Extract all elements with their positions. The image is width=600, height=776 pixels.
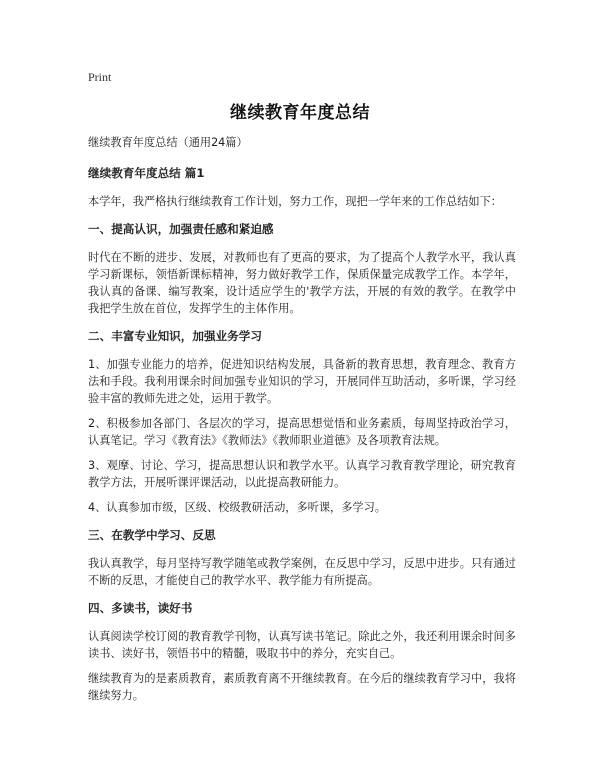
print-label: Print [88, 70, 112, 84]
section-2-paragraph-3: 3、观摩、讨论、学习，提高思想认识和教学水平。认真学习教育教学理论，研究教育教学方法，开展听课评课活动，以此提高教研能力。 [88, 459, 516, 489]
section-heading-2: 二、丰富专业知识，加强业务学习 [88, 329, 262, 343]
section-2-paragraph-4: 4、认真参加市级，区级、校级教研活动，多听课，多学习。 [88, 501, 386, 514]
document-title: 继续教育年度总结 [230, 103, 370, 123]
section-1-paragraph-1: 时代在不断的进步、发展，对教师也有了更高的要求，为了提高个人教学水平，我认真学习新课标，领悟新课标精神，努力做好教学工作，保质保量完成教学工作。本学年，我认真的备课、编写教案，设计适应学生的'教学方法，开展的有效的教学。在教学中我把学生放在首位，发挥学生的主体作用。 [88, 251, 516, 315]
section-2-paragraph-2: 2、积极参加各部门、各层次的学习，提高思想觉悟和业务素质，每周坚持政治学习，认真笔记。学习《教育法》《教师法》《教师职业道德》及各项教育法规。 [88, 417, 516, 447]
section-4-paragraph-1: 认真阅读学校订阅的教育教学刊物，认真写读书笔记。除此之外，我还利用课余时间多读书、读好书，领悟书中的精髓，吸取书中的养分，充实自己。 [88, 630, 516, 660]
section-heading-3: 三、在教学中学习、反思 [88, 528, 216, 542]
section-heading-1: 一、提高认识，加强责任感和紧迫感 [88, 222, 274, 236]
section-2-paragraph-1: 1、加强专业能力的培养，促进知识结构发展，具备新的教育思想，教育理念、教育方法和手段。我利用课余时间加强专业知识的学习，开展同伴互助活动，多听课，学习经验丰富的教师先进之处，运用于教学。 [88, 358, 516, 405]
section-heading-4: 四、多读书，读好书 [88, 601, 193, 615]
intro-paragraph: 本学年，我严格执行继续教育工作计划，努力工作，现把一学年来的工作总结如下： [88, 195, 502, 208]
article-heading: 继续教育年度总结 篇1 [88, 166, 205, 180]
document-subtitle: 继续教育年度总结（通用24篇） [88, 136, 248, 149]
document-body [88, 134, 516, 715]
section-3-paragraph-1: 我认真教学，每月坚持写教学随笔或教学案例，在反思中学习，反思中进步。只有通过不断的反思，才能使自己的教学水平、教学能力有所提高。 [88, 557, 516, 587]
section-4-paragraph-2: 继续教育为的是素质教育，素质教育离不开继续教育。在今后的继续教育学习中，我将继续努力。 [88, 672, 516, 702]
